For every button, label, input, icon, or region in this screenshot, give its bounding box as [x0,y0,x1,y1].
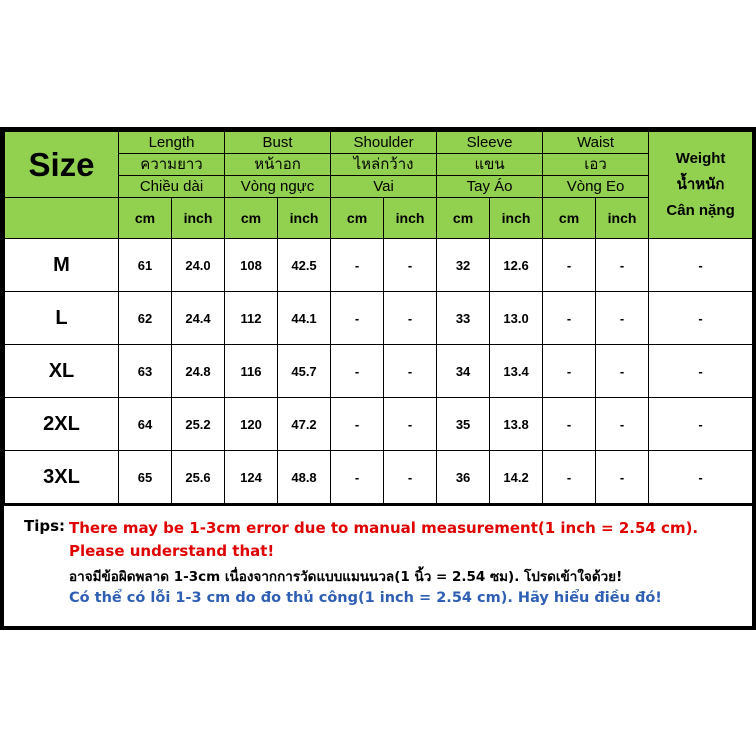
shoulder-cm: - [331,398,384,451]
length-inch: 24.8 [172,345,225,398]
length-cm: 65 [119,451,172,504]
bust-inch: 47.2 [278,398,331,451]
tips-vietnamese-text: Có thể có lỗi 1-3 cm do đo thủ công(1 inch = 2.54 cm). Hãy hiểu điều đó! [69,590,662,606]
shoulder-inch: - [384,451,437,504]
weight-header-vi: Cân nặng [666,202,735,219]
sleeve-cm: 36 [437,451,490,504]
bust-inch: 42.5 [278,239,331,292]
shoulder-cm-header: cm [331,198,384,239]
bust-cm: 112 [225,292,278,345]
sleeve-cm: 32 [437,239,490,292]
size-header-spacer [5,198,119,239]
length-header-vi: Chiều dài [119,176,225,198]
size-label: XL [5,345,119,398]
shoulder-cm: - [331,292,384,345]
size-label: 2XL [5,398,119,451]
waist-header-vi: Vòng Eo [543,176,649,198]
waist-cm: - [543,451,596,504]
size-label: M [5,239,119,292]
sleeve-cm: 34 [437,345,490,398]
shoulder-inch: - [384,239,437,292]
shoulder-inch: - [384,398,437,451]
waist-header-th: เอว [543,154,649,176]
sleeve-header-vi: Tay Áo [437,176,543,198]
shoulder-cm: - [331,345,384,398]
size-column-header: Size [5,132,119,198]
waist-inch: - [596,451,649,504]
length-inch: 25.2 [172,398,225,451]
shoulder-header-vi: Vai [331,176,437,198]
waist-cm: - [543,345,596,398]
bust-inch: 44.1 [278,292,331,345]
length-inch: 24.0 [172,239,225,292]
length-cm: 63 [119,345,172,398]
waist-cm: - [543,292,596,345]
shoulder-cm: - [331,451,384,504]
table-row [5,292,753,345]
size-label: L [5,292,119,345]
length-header-th: ความยาว [119,154,225,176]
weight-header-en: Weight [675,150,726,167]
table-row [5,398,753,451]
table-row [5,345,753,398]
weight-value: - [649,451,753,504]
shoulder-inch-header: inch [384,198,437,239]
bust-cm: 124 [225,451,278,504]
sleeve-header-en: Sleeve [437,132,543,154]
sleeve-inch: 14.2 [490,451,543,504]
length-cm: 64 [119,398,172,451]
size-chart-frame [0,127,756,630]
bust-header-vi: Vòng ngực [225,176,331,198]
length-inch: 25.6 [172,451,225,504]
waist-inch: - [596,239,649,292]
shoulder-inch: - [384,292,437,345]
table-row [5,451,753,504]
tips-section [4,504,752,622]
length-inch: 24.4 [172,292,225,345]
waist-cm: - [543,398,596,451]
bust-cm: 116 [225,345,278,398]
table-row [5,239,753,292]
size-label: 3XL [5,451,119,504]
sleeve-cm: 33 [437,292,490,345]
waist-cm-header: cm [543,198,596,239]
weight-header [649,132,753,239]
sleeve-inch-header: inch [490,198,543,239]
waist-inch-header: inch [596,198,649,239]
sleeve-inch: 13.4 [490,345,543,398]
shoulder-header-th: ไหล่กว้าง [331,154,437,176]
weight-value: - [649,345,753,398]
waist-inch: - [596,398,649,451]
bust-inch: 48.8 [278,451,331,504]
size-chart-table [4,131,753,504]
bust-header-th: หน้าอก [225,154,331,176]
length-inch-header: inch [172,198,225,239]
length-cm: 61 [119,239,172,292]
sleeve-cm: 35 [437,398,490,451]
sleeve-cm-header: cm [437,198,490,239]
bust-cm: 108 [225,239,278,292]
weight-value: - [649,292,753,345]
waist-inch: - [596,292,649,345]
waist-inch: - [596,345,649,398]
sleeve-inch: 12.6 [490,239,543,292]
length-header-en: Length [119,132,225,154]
tips-thai-text: อาจมีข้อผิดพลาด 1-3cm เนื่องจากการวัดแบบแมนนวล(1 นิ้ว = 2.54 ซม). โปรดเข้าใจด้วย! [69,569,623,585]
size-rows [5,239,753,504]
bust-header-en: Bust [225,132,331,154]
bust-inch: 45.7 [278,345,331,398]
sleeve-inch: 13.8 [490,398,543,451]
shoulder-header-en: Shoulder [331,132,437,154]
weight-value: - [649,239,753,292]
waist-cm: - [543,239,596,292]
sleeve-header-th: แขน [437,154,543,176]
length-cm: 62 [119,292,172,345]
waist-header-en: Waist [543,132,649,154]
sleeve-inch: 13.0 [490,292,543,345]
shoulder-cm: - [331,239,384,292]
weight-value: - [649,398,753,451]
weight-header-th: น้ำหนัก [676,176,725,193]
bust-cm-header: cm [225,198,278,239]
tips-label: Tips: [24,517,66,535]
length-cm-header: cm [119,198,172,239]
shoulder-inch: - [384,345,437,398]
bust-cm: 120 [225,398,278,451]
bust-inch-header: inch [278,198,331,239]
tips-english-text: There may be 1-3cm error due to manual measurement(1 inch = 2.54 cm). Please understand that! [69,519,699,560]
